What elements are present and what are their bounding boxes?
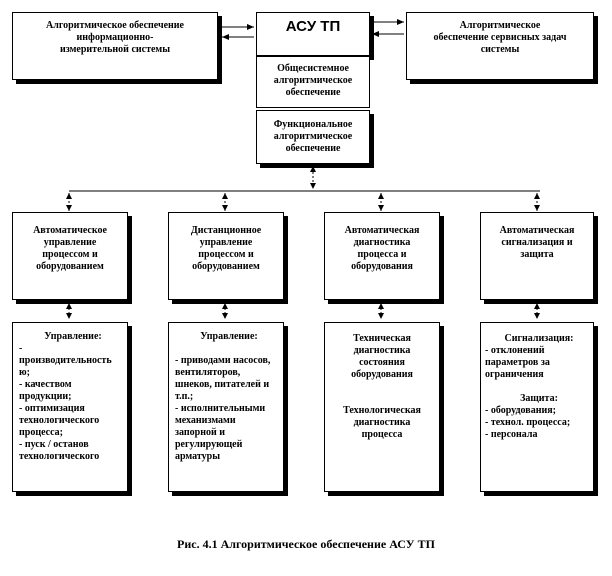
box-line: диагностика (353, 417, 411, 428)
box-line (485, 381, 593, 393)
box-line (175, 343, 283, 355)
box-line: Автоматическое (33, 225, 107, 236)
box-line: Функциональное (273, 119, 353, 130)
box-line: - пуск / останов (19, 439, 89, 450)
box-line: - отклонений (485, 345, 545, 356)
box-line: диагностика (353, 345, 411, 356)
box-line: - качеством (19, 379, 72, 390)
box-line: процесса; (19, 427, 63, 438)
box-line: оборудования (351, 261, 413, 272)
box-heading: Сигнализация: (504, 333, 574, 344)
box-line: Общесистемное (277, 63, 349, 74)
box-line: обеспечение сервисных задач (433, 32, 567, 43)
box-line: - исполнительными (175, 403, 266, 414)
box-line: - оборудования; (485, 405, 556, 416)
box-line: Техническая (353, 333, 411, 344)
box-line: продукции; (19, 391, 72, 402)
auto-alarm-protection-box (480, 212, 594, 300)
figure-caption: Рис. 4.1 Алгоритмическое обеспечение АСУ ТП (177, 537, 435, 551)
box-line: информационно- (76, 32, 154, 43)
remote-control-box (168, 212, 284, 300)
box-line: обеспечение (285, 87, 341, 98)
box-line: технологического (19, 451, 100, 462)
asu-tp-title: АСУ ТП (285, 18, 341, 35)
box-line: обеспечение (285, 143, 341, 154)
box-line: технологического (19, 415, 100, 426)
box-line: т.п.; (175, 391, 194, 402)
box-line: регулирующей (175, 439, 243, 450)
box-line: производительность (19, 355, 112, 366)
box-line: диагностика (353, 237, 411, 248)
box-line: Алгоритмическое (459, 20, 541, 31)
box-line: - (19, 343, 23, 354)
box-line: оборудования (351, 369, 413, 380)
box-line: сигнализация и (501, 237, 573, 248)
box-line: вентиляторов, (175, 367, 241, 378)
box-line: системы (480, 44, 520, 55)
asu-tp-title-box (256, 12, 370, 56)
box-line: процессом и (42, 249, 98, 260)
box-line: управление (43, 237, 97, 248)
box-line: - оптимизация (19, 403, 85, 414)
general-algorithmic-box (256, 56, 370, 108)
box-line: ю; (19, 367, 30, 378)
box-line: параметров за (485, 357, 550, 368)
box-line: шнеков, питателей и (175, 379, 270, 390)
remote-control-details-box (168, 322, 284, 492)
box-line: защита (520, 249, 554, 260)
box-line: арматуры (175, 451, 221, 462)
box-line: оборудованием (192, 261, 260, 272)
box-line: состояния (359, 357, 405, 368)
box-line: алгоритмическое (273, 131, 353, 142)
diagnostics-details-box (324, 322, 440, 492)
box-line: - персонала (485, 429, 538, 440)
box-line: процессом и (198, 249, 254, 260)
box-line: запорной и (175, 427, 225, 438)
box-line: измерительной системы (59, 44, 171, 55)
box-line: процесса и (357, 249, 407, 260)
box-line: - технол. процесса; (485, 417, 571, 428)
box-heading: Управление: (200, 331, 258, 342)
box-line: Технологическая (343, 405, 421, 416)
functional-algorithmic-box (256, 110, 370, 164)
box-line: механизмами (175, 415, 236, 426)
box-line: Алгоритмическое обеспечение (46, 20, 184, 31)
auto-control-box (12, 212, 128, 300)
box-heading: Защита: (520, 393, 558, 404)
box-line: Автоматическая (499, 225, 575, 236)
box-line (325, 381, 439, 393)
box-line: - приводами насосов, (175, 355, 271, 366)
box-line: Автоматическая (344, 225, 420, 236)
info-measuring-system-box (12, 12, 218, 80)
alarm-protection-details-box (480, 322, 594, 492)
box-line: процесса (361, 429, 403, 440)
service-tasks-box (406, 12, 594, 80)
box-heading: Управление: (44, 331, 102, 342)
box-line: алгоритмическое (273, 75, 353, 86)
box-line: управление (199, 237, 253, 248)
auto-control-details-box (12, 322, 128, 492)
box-line: ограничения (485, 369, 544, 380)
box-line (325, 393, 439, 405)
box-line: оборудованием (36, 261, 104, 272)
auto-diagnostics-box (324, 212, 440, 300)
box-line: Дистанционное (190, 225, 262, 236)
